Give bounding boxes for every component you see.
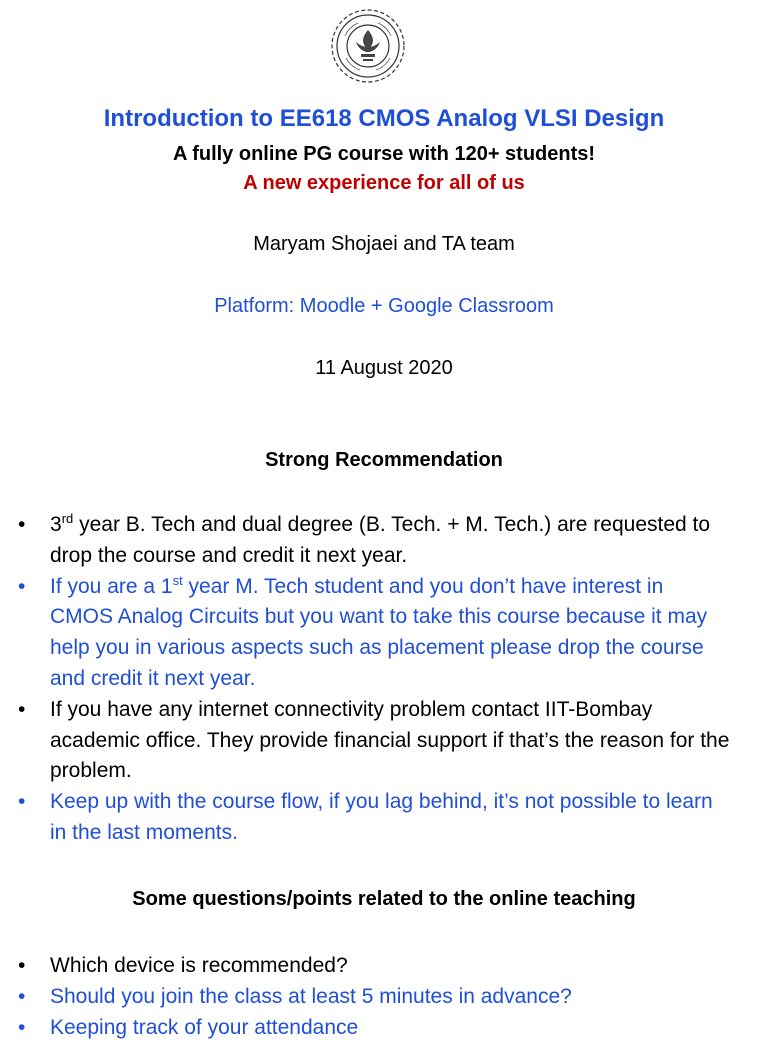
recommendation-list [0,510,730,849]
list-item: • Which device is recommended? [0,951,730,982]
questions-list [0,951,730,1043]
platform-info: Platform: Moodle + Google Classroom [214,295,554,317]
list-item: • Should you join the class at least 5 minutes in advance? [0,982,730,1013]
section-heading-questions: Some questions/points related to the online teaching [132,888,636,910]
section-heading-recommendation: Strong Recommendation [265,449,503,471]
date: 11 August 2020 [315,357,453,379]
page-title: Introduction to EE618 CMOS Analog VLSI Design [103,105,665,132]
list-item: • Keeping track of your attendance [0,1013,730,1043]
list-item: • 3rd year B. Tech and dual degree (B. Tech. + M. Tech.) are requested to drop the course and credit it next year. [0,510,730,572]
list-item: • If you are a 1st year M. Tech student and you don’t have interest in CMOS Analog Circuits but you want to take this course because it may help you in various aspects such as placement please drop the course and credit it next year. [0,572,730,695]
tagline: A new experience for all of us [243,172,525,194]
iit-bombay-emblem-icon [328,6,408,86]
list-item: • Keep up with the course flow, if you lag behind, it’s not possible to learn in the last moments. [0,787,730,849]
authors: Maryam Shojaei and TA team [253,233,515,255]
page-subtitle: A fully online PG course with 120+ students! [172,143,596,165]
list-item: • If you have any internet connectivity problem contact IIT-Bombay academic office. They provide financial support if that’s the reason for the problem. [0,695,730,787]
